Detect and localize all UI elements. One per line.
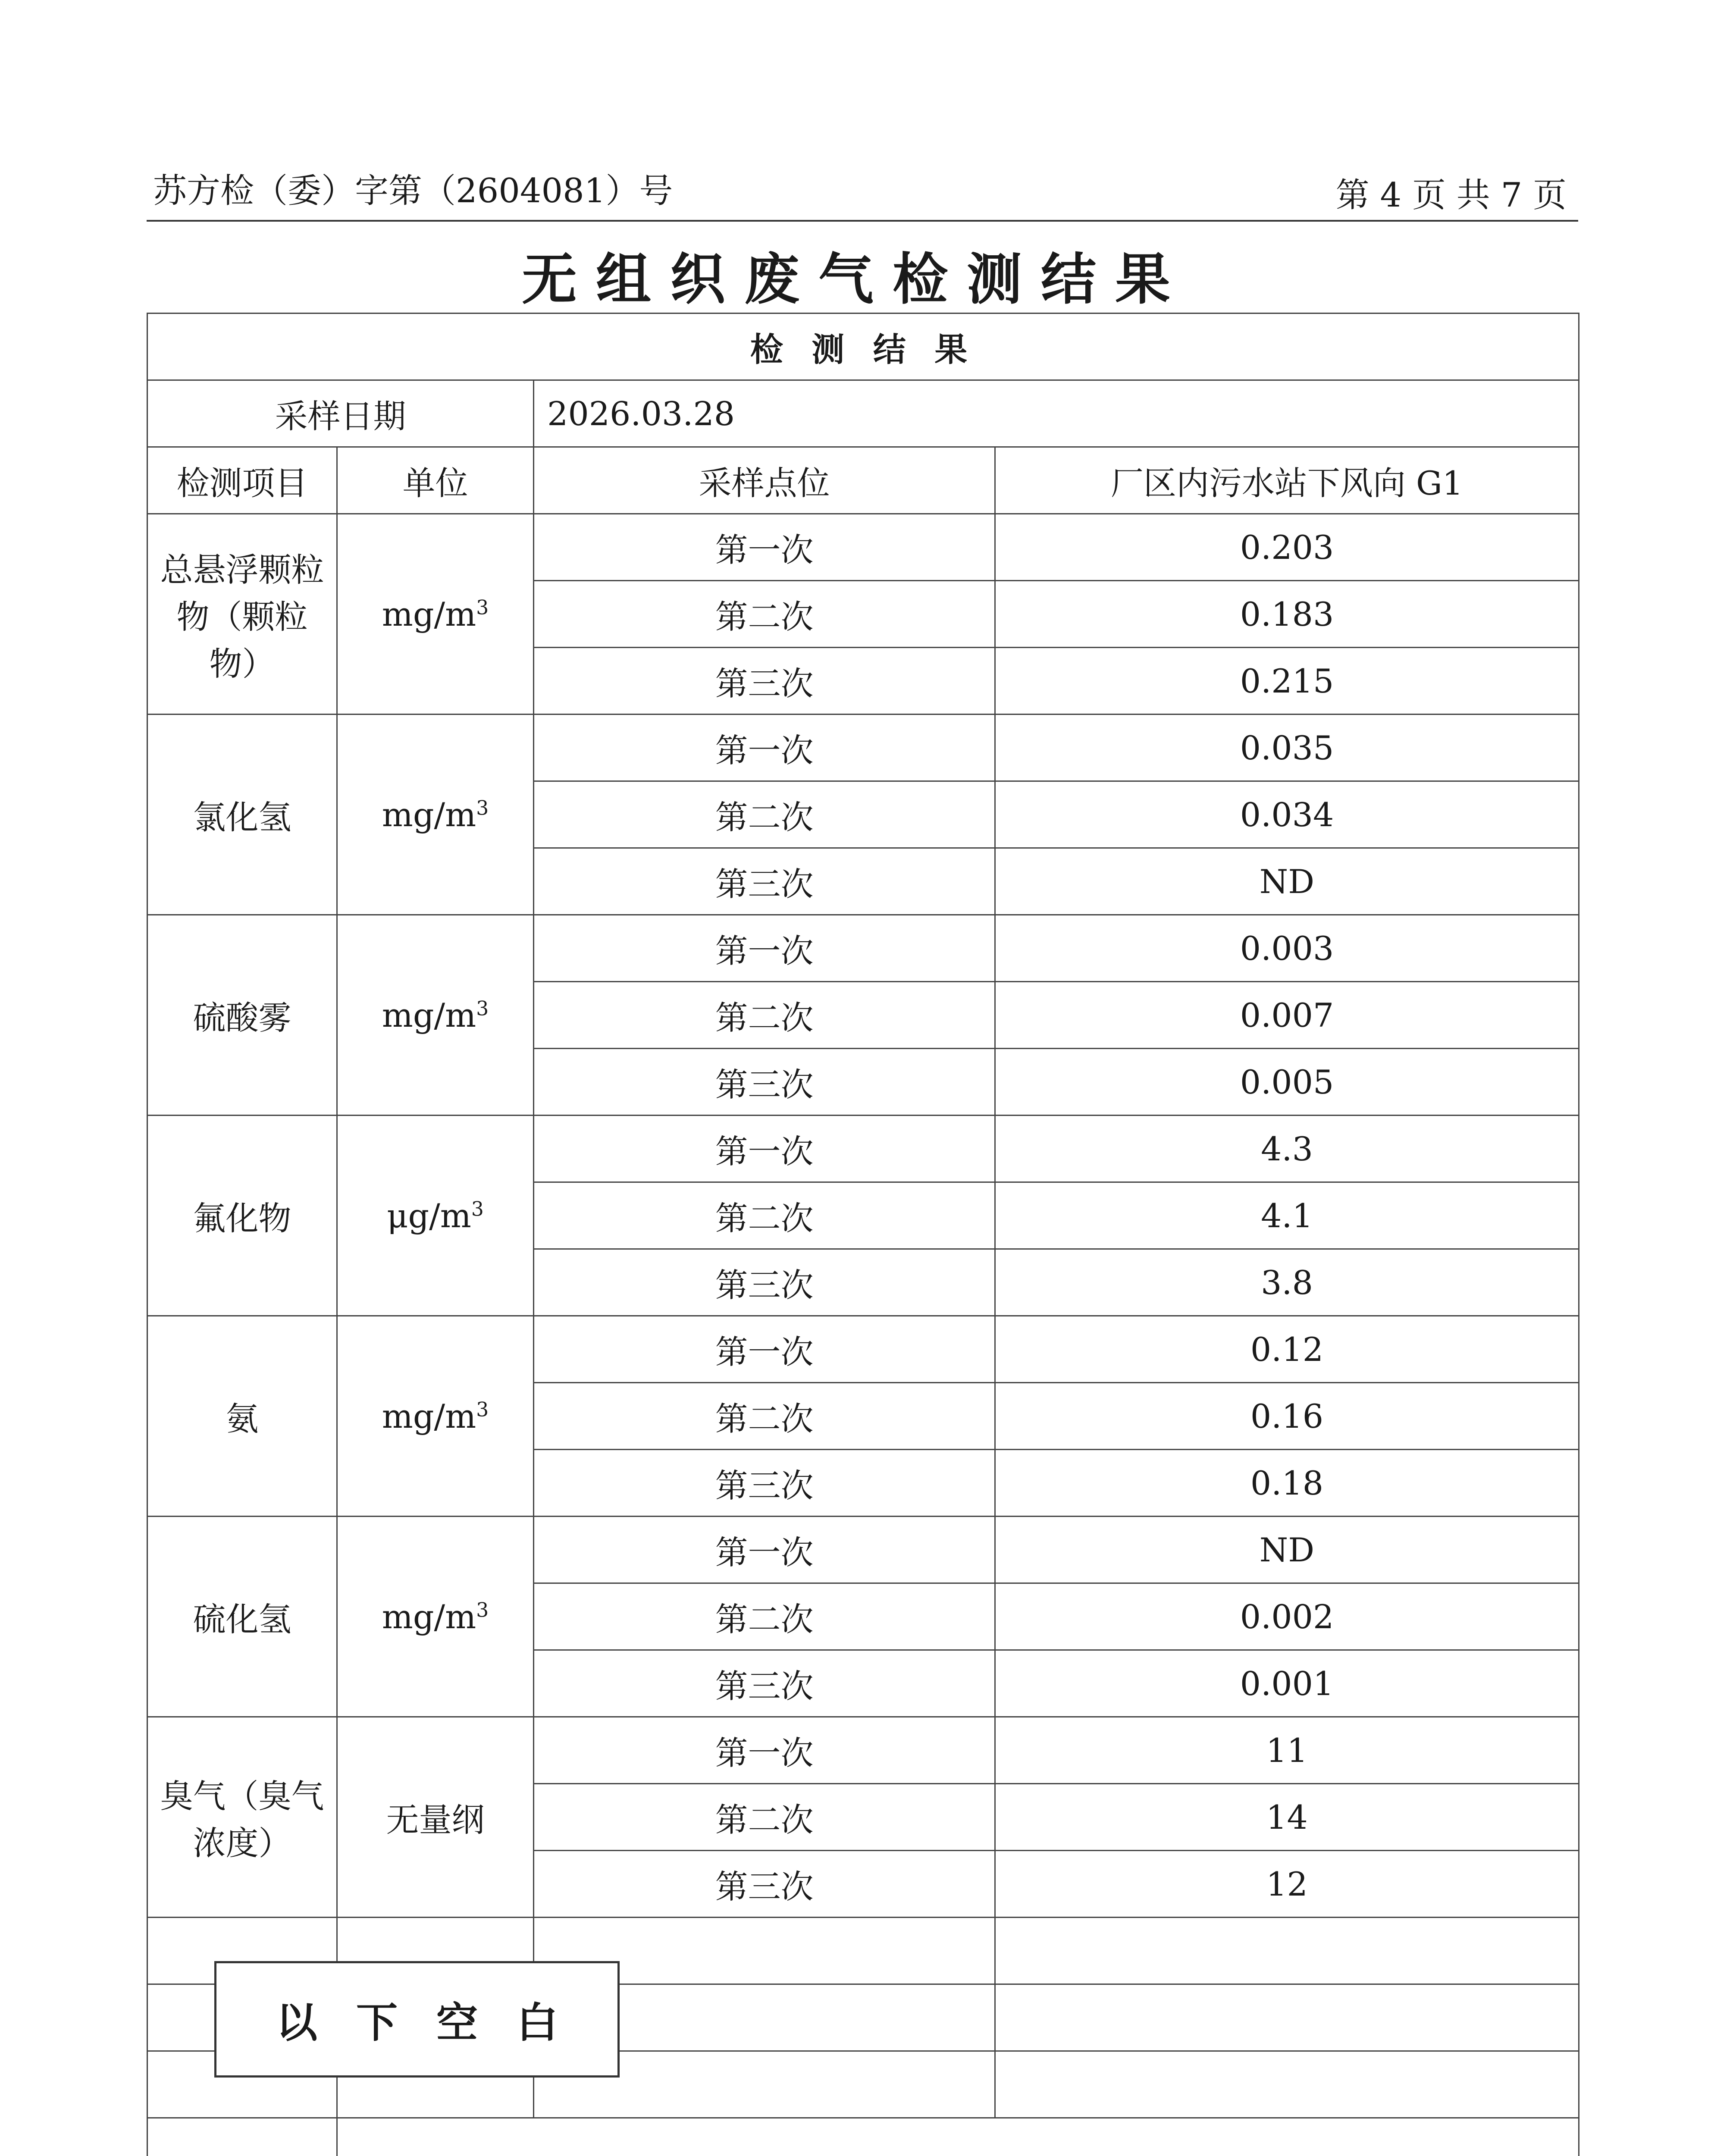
page-info: 第 4 页 共 7 页	[1335, 176, 1567, 215]
sample-time: 第二次	[534, 1583, 995, 1650]
sample-time: 第三次	[534, 1851, 995, 1918]
table-row	[147, 1717, 1579, 1784]
sample-value: 0.001	[995, 1650, 1579, 1717]
table-row	[147, 714, 1579, 781]
sample-time: 第三次	[534, 1450, 995, 1517]
sample-time: 第一次	[534, 514, 995, 581]
date-label: 采样日期	[147, 380, 534, 447]
header-divider	[147, 220, 1578, 222]
col-point-header: 采样点位	[534, 447, 995, 514]
sample-value: 11	[995, 1717, 1579, 1784]
sample-value: 0.003	[995, 915, 1579, 982]
sample-time: 第二次	[534, 982, 995, 1049]
sample-value: 4.1	[995, 1182, 1579, 1249]
unit-exponent: 3	[476, 796, 489, 820]
blank-cell	[995, 2051, 1579, 2118]
sample-time: 第三次	[534, 1650, 995, 1717]
unit-base: mg/m	[382, 795, 476, 834]
blank-cell	[995, 1918, 1579, 1984]
item-name: 氯化氢	[147, 714, 337, 915]
col-unit-header: 单位	[337, 447, 534, 514]
col-location-header: 厂区内污水站下风向 G1	[995, 447, 1579, 514]
report-number: 苏方检（委）字第（2604081）号	[153, 172, 673, 210]
remark-text	[337, 2118, 1579, 2156]
unit-exponent: 3	[476, 596, 489, 619]
item-unit	[337, 1316, 534, 1517]
unit-base: μg/m	[387, 1196, 471, 1235]
section-title-row	[147, 313, 1579, 380]
sample-value: 0.007	[995, 982, 1579, 1049]
sample-value: 4.3	[995, 1116, 1579, 1182]
results-table	[147, 313, 1579, 2156]
unit-base: mg/m	[382, 595, 476, 633]
sample-value: ND	[995, 848, 1579, 915]
col-item-header: 检测项目	[147, 447, 337, 514]
sample-value: 0.035	[995, 714, 1579, 781]
sample-time: 第三次	[534, 648, 995, 714]
page-title: 无组织废气检测结果	[521, 247, 1189, 312]
sample-time: 第一次	[534, 1717, 995, 1784]
sample-time: 第一次	[534, 1517, 995, 1583]
unit-base: mg/m	[382, 1597, 476, 1636]
sample-value: 0.002	[995, 1583, 1579, 1650]
item-unit	[337, 514, 534, 714]
item-unit	[337, 714, 534, 915]
sample-value: 0.215	[995, 648, 1579, 714]
blank-cell	[995, 1984, 1579, 2051]
sample-value: 12	[995, 1851, 1579, 1918]
date-row	[147, 380, 1579, 447]
date-value: 2026.03.28	[534, 380, 1579, 447]
sample-value: 3.8	[995, 1249, 1579, 1316]
results-table-body	[147, 313, 1579, 2156]
table-row	[147, 514, 1579, 581]
item-name: 硫化氢	[147, 1517, 337, 1717]
unit-base: 无量纲	[386, 1800, 485, 1839]
unit-exponent: 3	[471, 1197, 484, 1221]
sample-time: 第三次	[534, 848, 995, 915]
item-unit	[337, 1517, 534, 1717]
sample-time: 第二次	[534, 781, 995, 848]
item-unit	[337, 915, 534, 1116]
unit-exponent: 3	[476, 1598, 489, 1622]
table-row	[147, 1316, 1579, 1383]
sample-time: 第一次	[534, 915, 995, 982]
item-unit	[337, 1116, 534, 1316]
sample-value: 0.18	[995, 1450, 1579, 1517]
sample-value: 0.12	[995, 1316, 1579, 1383]
sample-value: 14	[995, 1784, 1579, 1851]
remark-row	[147, 2118, 1579, 2156]
sample-time: 第一次	[534, 1116, 995, 1182]
table-row	[147, 1116, 1579, 1182]
sample-time: 第一次	[534, 1316, 995, 1383]
item-name: 氨	[147, 1316, 337, 1517]
sample-time: 第三次	[534, 1049, 995, 1116]
column-header-row	[147, 447, 1579, 514]
item-name: 氟化物	[147, 1116, 337, 1316]
item-unit	[337, 1717, 534, 1918]
remark-label	[147, 2118, 337, 2156]
item-name: 硫酸雾	[147, 915, 337, 1116]
sample-value: ND	[995, 1517, 1579, 1583]
sample-value: 0.183	[995, 581, 1579, 648]
sample-time: 第二次	[534, 1182, 995, 1249]
sample-time: 第三次	[534, 1249, 995, 1316]
sample-value: 0.203	[995, 514, 1579, 581]
table-row	[147, 915, 1579, 982]
blank-below-stamp: 以下空白	[214, 1961, 620, 2078]
sample-time: 第一次	[534, 714, 995, 781]
sample-time: 第二次	[534, 1383, 995, 1450]
unit-exponent: 3	[476, 997, 489, 1020]
item-name: 臭气（臭气浓度）	[147, 1717, 337, 1918]
unit-base: mg/m	[382, 996, 476, 1034]
sample-time: 第二次	[534, 581, 995, 648]
sample-time: 第二次	[534, 1784, 995, 1851]
unit-exponent: 3	[476, 1398, 489, 1421]
sample-value: 0.034	[995, 781, 1579, 848]
table-row	[147, 1517, 1579, 1583]
unit-base: mg/m	[382, 1397, 476, 1435]
sample-value: 0.16	[995, 1383, 1579, 1450]
sample-value: 0.005	[995, 1049, 1579, 1116]
section-title: 检 测 结 果	[147, 313, 1579, 380]
item-name: 总悬浮颗粒物（颗粒物）	[147, 514, 337, 714]
